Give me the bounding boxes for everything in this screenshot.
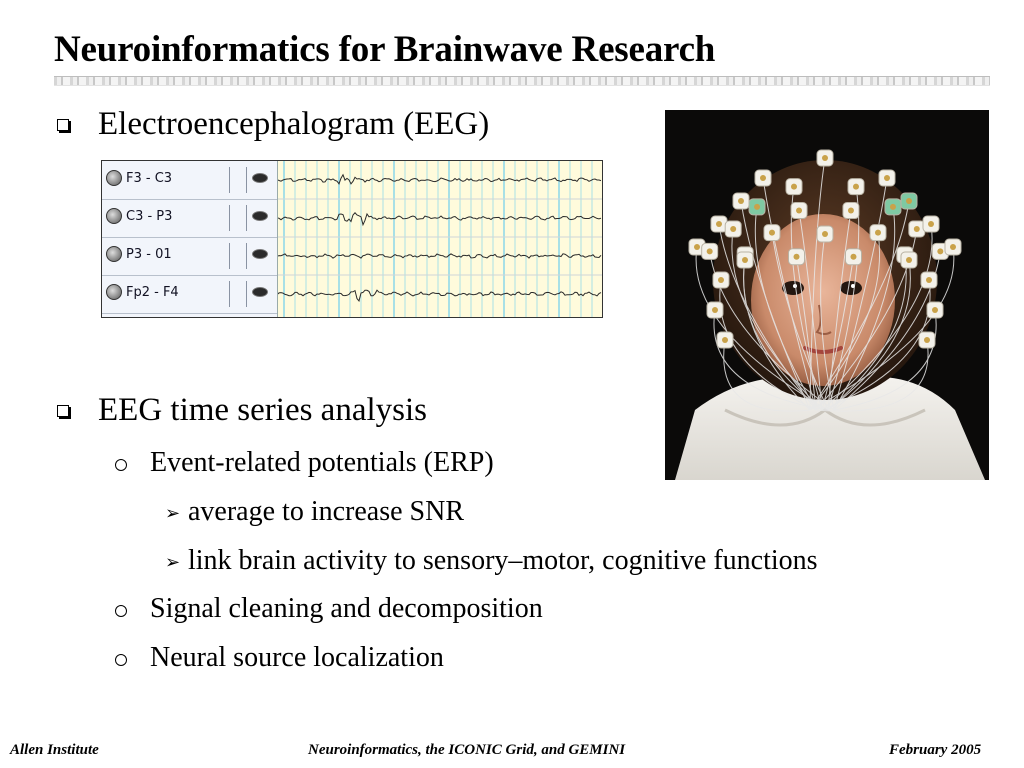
title-divider (54, 76, 990, 86)
footer-right: February 2005 (889, 742, 982, 758)
child-eeg-net-image (665, 110, 989, 480)
footer-center: Neuroinformatics, the ICONIC Grid, and GEMINI (308, 742, 626, 758)
channel-knob-icon (106, 208, 122, 224)
eye-icon (252, 173, 268, 183)
eeg-channel-row (102, 237, 277, 276)
eeg-trace-window (101, 160, 603, 318)
bullet-localization: Neural source localization (150, 642, 444, 673)
eeg-channel-row (102, 161, 277, 200)
eeg-channel-row (102, 199, 277, 238)
circle-bullet-icon (115, 654, 127, 666)
bullet-eeg: Electroencephalogram (EEG) (98, 106, 490, 142)
circle-bullet-icon (115, 605, 127, 617)
eeg-channel-row (102, 275, 277, 314)
eeg-channel-label: F3 - C3 (126, 171, 173, 186)
arrow-bullet-icon: ➢ (165, 503, 181, 523)
bullet-erp: Event-related potentials (ERP) (150, 447, 494, 478)
channel-knob-icon (106, 170, 122, 186)
footer-left: Allen Institute (10, 742, 99, 758)
arrow-bullet-icon: ➢ (165, 552, 181, 572)
slide-title: Neuroinformatics for Brainwave Research (54, 29, 716, 70)
eeg-channel-labels (102, 161, 278, 317)
channel-knob-icon (106, 246, 122, 262)
square-bullet-icon (57, 405, 69, 417)
eeg-traces (278, 161, 602, 317)
eye-icon (252, 249, 268, 259)
channel-knob-icon (106, 284, 122, 300)
eeg-cap-photo (665, 110, 989, 480)
square-bullet-icon (57, 119, 69, 131)
circle-bullet-icon (115, 459, 127, 471)
bullet-analysis: EEG time series analysis (98, 392, 428, 428)
bullet-erp-sub1: average to increase SNR (188, 496, 464, 527)
bullet-cleaning: Signal cleaning and decomposition (150, 593, 543, 624)
eye-icon (252, 287, 268, 297)
eeg-channel-label: C3 - P3 (126, 209, 173, 224)
bullet-erp-sub2: link brain activity to sensory–motor, cognitive functions (188, 545, 818, 576)
eeg-channel-label: Fp2 - F4 (126, 285, 179, 300)
eye-icon (252, 211, 268, 221)
eeg-channel-label: P3 - 01 (126, 247, 172, 262)
